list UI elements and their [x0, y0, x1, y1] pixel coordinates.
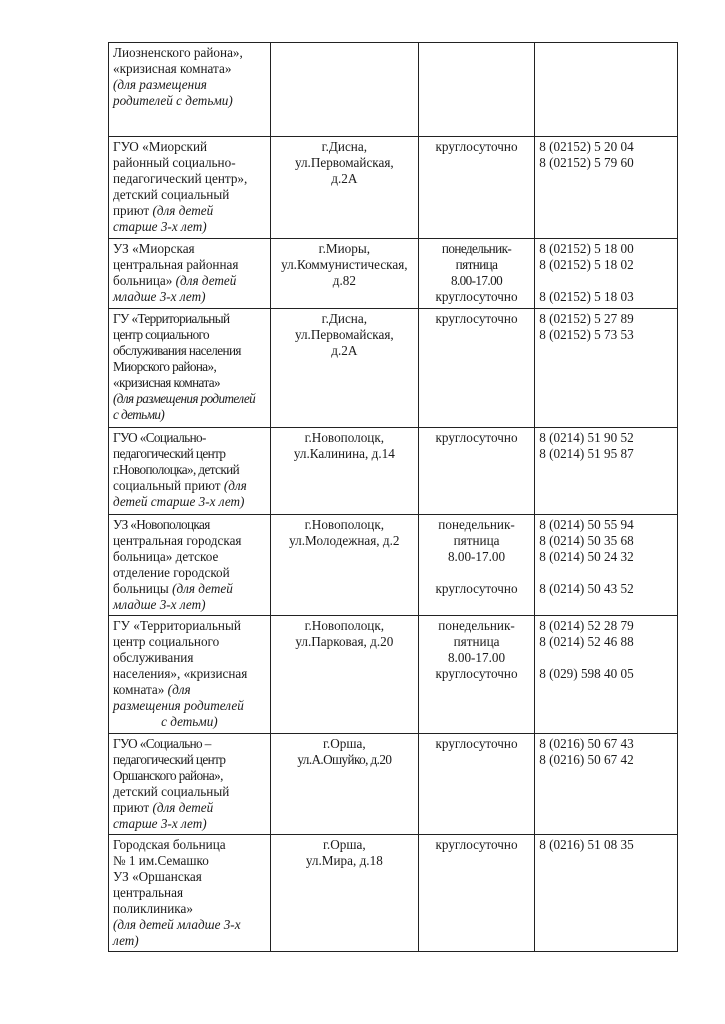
phone-line: 8 (0214) 50 35 68: [539, 533, 634, 548]
name-line: УЗ «Оршанская: [113, 869, 202, 884]
table-row: [109, 515, 678, 616]
name-note-line: (для детей: [152, 800, 214, 815]
hours-line: круглосуточно: [435, 837, 518, 852]
phone-cell: [535, 835, 678, 952]
phone-line: 8 (0216) 51 08 35: [539, 837, 634, 852]
phone-line: 8 (0214) 50 43 52: [539, 581, 634, 596]
name-note-line: детей старше 3-х лет): [113, 494, 245, 509]
table-row: [109, 309, 678, 428]
phone-cell: [535, 515, 678, 616]
name-line: районный социально-: [113, 155, 236, 170]
phone-line: 8 (0214) 51 90 52: [539, 430, 634, 445]
name-line: «кризисная комната»: [113, 61, 232, 76]
hours-cell: [418, 428, 534, 515]
phone-cell: [535, 137, 678, 239]
name-note-line: (для детей младше 3-х: [113, 917, 241, 932]
name-line: педагогический центр: [113, 752, 226, 767]
table-row: [109, 835, 678, 952]
name-line: педагогический центр»,: [113, 171, 248, 186]
name-line: центральная районная: [113, 257, 239, 272]
phone-line: 8 (02152) 5 18 00: [539, 241, 634, 256]
hours-line: понедельник-: [438, 618, 515, 633]
address-line: г.Дисна,: [321, 311, 368, 326]
name-note-line: старше 3-х лет): [113, 219, 207, 234]
name-line: № 1 им.Семашко: [113, 853, 209, 868]
hours-cell: [418, 515, 534, 616]
address-line: ул.Коммунистическая,: [281, 257, 408, 272]
phone-line: 8 (02152) 5 18 03: [539, 289, 634, 304]
phone-line: 8 (0214) 50 24 32: [539, 549, 634, 564]
table-row: [109, 734, 678, 835]
name-line: комната»: [113, 682, 165, 697]
name-line: Оршанского района»,: [113, 768, 223, 783]
table-row: [109, 239, 678, 309]
institution-name-cell: [109, 616, 271, 734]
hours-cell: [418, 239, 534, 309]
name-line: Городская больница: [113, 837, 226, 852]
phone-line: 8 (029) 598 40 05: [539, 666, 634, 681]
address-cell: [270, 43, 418, 137]
phone-line: 8 (02152) 5 18 02: [539, 257, 634, 272]
name-line: приют: [113, 203, 150, 218]
name-line: поликлиника»: [113, 901, 193, 916]
name-line: ГУО «Социально-: [113, 430, 206, 445]
name-line: Лиозненского района»,: [113, 45, 243, 60]
phone-line: 8 (0214) 51 95 87: [539, 446, 634, 461]
name-note-line: (для детей: [172, 581, 233, 596]
institution-name-cell: [109, 137, 271, 239]
address-cell: [270, 309, 418, 428]
table-row: [109, 428, 678, 515]
name-line: обслуживания населения: [113, 343, 241, 358]
name-line: ГУ «Территориальный: [113, 311, 230, 326]
name-line: социальный приют: [113, 478, 221, 493]
address-line: ул.Калинина, д.14: [293, 446, 395, 461]
hours-line: 8.00-17.00: [450, 273, 503, 288]
phone-line: 8 (02152) 5 27 89: [539, 311, 634, 326]
phone-line: 8 (02152) 5 79 60: [539, 155, 634, 170]
address-line: г.Орша,: [323, 837, 366, 852]
hours-line: 8.00-17.00: [447, 650, 506, 665]
phone-line: 8 (02152) 5 20 04: [539, 139, 634, 154]
address-line: д.2А: [331, 343, 358, 358]
institution-name-cell: [109, 515, 271, 616]
name-line: больница» детское: [113, 549, 219, 564]
hours-line: понедельник-: [441, 241, 512, 256]
phone-cell: [535, 734, 678, 835]
phone-cell: [535, 43, 678, 137]
address-line: ул.Парковая, д.20: [295, 634, 394, 649]
name-note-line: (для: [167, 682, 191, 697]
name-line: больница»: [113, 273, 173, 288]
name-note-line: (для детей: [175, 273, 237, 288]
address-line: д.2А: [331, 171, 358, 186]
hours-line: пятница: [455, 257, 498, 272]
hours-cell: [418, 43, 534, 137]
address-cell: [270, 239, 418, 309]
phone-line: 8 (0214) 52 46 88: [539, 634, 634, 649]
name-note-line: родителей с детьми): [113, 93, 233, 108]
address-line: ул.А.Ошуйко, д.20: [297, 752, 392, 767]
name-line: населения», «кризисная: [113, 666, 248, 681]
table-row: [109, 137, 678, 239]
name-line: детский социальный: [113, 187, 230, 202]
institutions-table: [108, 42, 678, 952]
name-line: центральная: [113, 885, 184, 900]
address-line: г.Новополоцк,: [304, 430, 385, 445]
institution-name-cell: [109, 239, 271, 309]
address-line: г.Орша,: [323, 736, 366, 751]
phone-cell: [535, 309, 678, 428]
name-line: обслуживания: [113, 650, 194, 665]
table-row: [109, 43, 678, 137]
phone-cell: [535, 428, 678, 515]
name-note-line: (для размещения: [113, 77, 207, 92]
address-line: ул.Мира, д.18: [305, 853, 383, 868]
name-note-line: (для детей: [152, 203, 214, 218]
name-line: УЗ «Новополоцкая: [113, 517, 210, 532]
hours-line: круглосуточно: [435, 666, 518, 681]
name-note-line: с детьми): [161, 714, 218, 729]
address-line: ул.Первомайская,: [294, 155, 394, 170]
institution-name-cell: [109, 428, 271, 515]
institution-name-cell: [109, 309, 271, 428]
hours-cell: [418, 734, 534, 835]
name-line: ГУО «Миорский: [113, 139, 208, 154]
hours-line: понедельник-: [438, 517, 515, 532]
institution-name-cell: [109, 43, 271, 137]
name-note-line: младше 3-х лет): [113, 597, 206, 612]
hours-line: круглосуточно: [435, 581, 518, 596]
address-cell: [270, 734, 418, 835]
name-line: центральная городская: [113, 533, 242, 548]
hours-line: пятница: [453, 634, 500, 649]
address-cell: [270, 428, 418, 515]
address-line: г.Дисна,: [321, 139, 368, 154]
address-cell: [270, 515, 418, 616]
hours-line: круглосуточно: [435, 736, 518, 751]
hours-cell: [418, 137, 534, 239]
hours-cell: [418, 616, 534, 734]
name-line: центр социального: [113, 634, 220, 649]
name-note-line: лет): [113, 933, 139, 948]
phone-cell: [535, 616, 678, 734]
table-row: [109, 616, 678, 734]
name-note-line: младше 3-х лет): [113, 289, 206, 304]
hours-line: круглосуточно: [435, 139, 518, 154]
name-line: ГУ «Территориальный: [113, 618, 241, 633]
hours-line: пятница: [453, 533, 500, 548]
name-line: Миорского района»,: [113, 359, 217, 374]
name-line: педагогический центр: [113, 446, 226, 461]
phone-line: 8 (02152) 5 73 53: [539, 327, 634, 342]
address-line: г.Миоры,: [318, 241, 371, 256]
hours-line: круглосуточно: [435, 289, 518, 304]
name-note-line: старше 3-х лет): [113, 816, 207, 831]
name-note-line: (для размещения родителей: [113, 391, 256, 406]
name-line: приют: [113, 800, 150, 815]
name-line: г.Новополоцка», детский: [113, 462, 240, 477]
address-line: г.Новополоцк,: [304, 618, 385, 633]
name-line: ГУО «Социально –: [113, 736, 211, 751]
name-line: отделение городской: [113, 565, 230, 580]
hours-line: 8.00-17.00: [447, 549, 506, 564]
phone-line: 8 (0214) 50 55 94: [539, 517, 634, 532]
address-cell: [270, 137, 418, 239]
name-line: детский социальный: [113, 784, 230, 799]
hours-cell: [418, 835, 534, 952]
institution-name-cell: [109, 835, 271, 952]
name-line: больницы: [113, 581, 169, 596]
phone-line: 8 (0216) 50 67 43: [539, 736, 634, 751]
name-line: центр социального: [113, 327, 210, 342]
name-note-line: с детьми): [113, 407, 165, 422]
address-cell: [270, 616, 418, 734]
institution-name-cell: [109, 734, 271, 835]
hours-cell: [418, 309, 534, 428]
name-line: УЗ «Миорская: [113, 241, 195, 256]
address-line: ул.Первомайская,: [294, 327, 394, 342]
address-line: д.82: [332, 273, 356, 288]
name-note-line: размещения родителей: [113, 698, 244, 713]
hours-line: круглосуточно: [435, 311, 518, 326]
name-line: «кризисная комната»: [113, 375, 221, 390]
address-cell: [270, 835, 418, 952]
phone-line: 8 (0214) 52 28 79: [539, 618, 634, 633]
phone-line: 8 (0216) 50 67 42: [539, 752, 634, 767]
name-note-line: (для: [223, 478, 247, 493]
phone-cell: [535, 239, 678, 309]
hours-line: круглосуточно: [435, 430, 518, 445]
address-line: г.Новополоцк,: [304, 517, 385, 532]
address-line: ул.Молодежная, д.2: [289, 533, 400, 548]
